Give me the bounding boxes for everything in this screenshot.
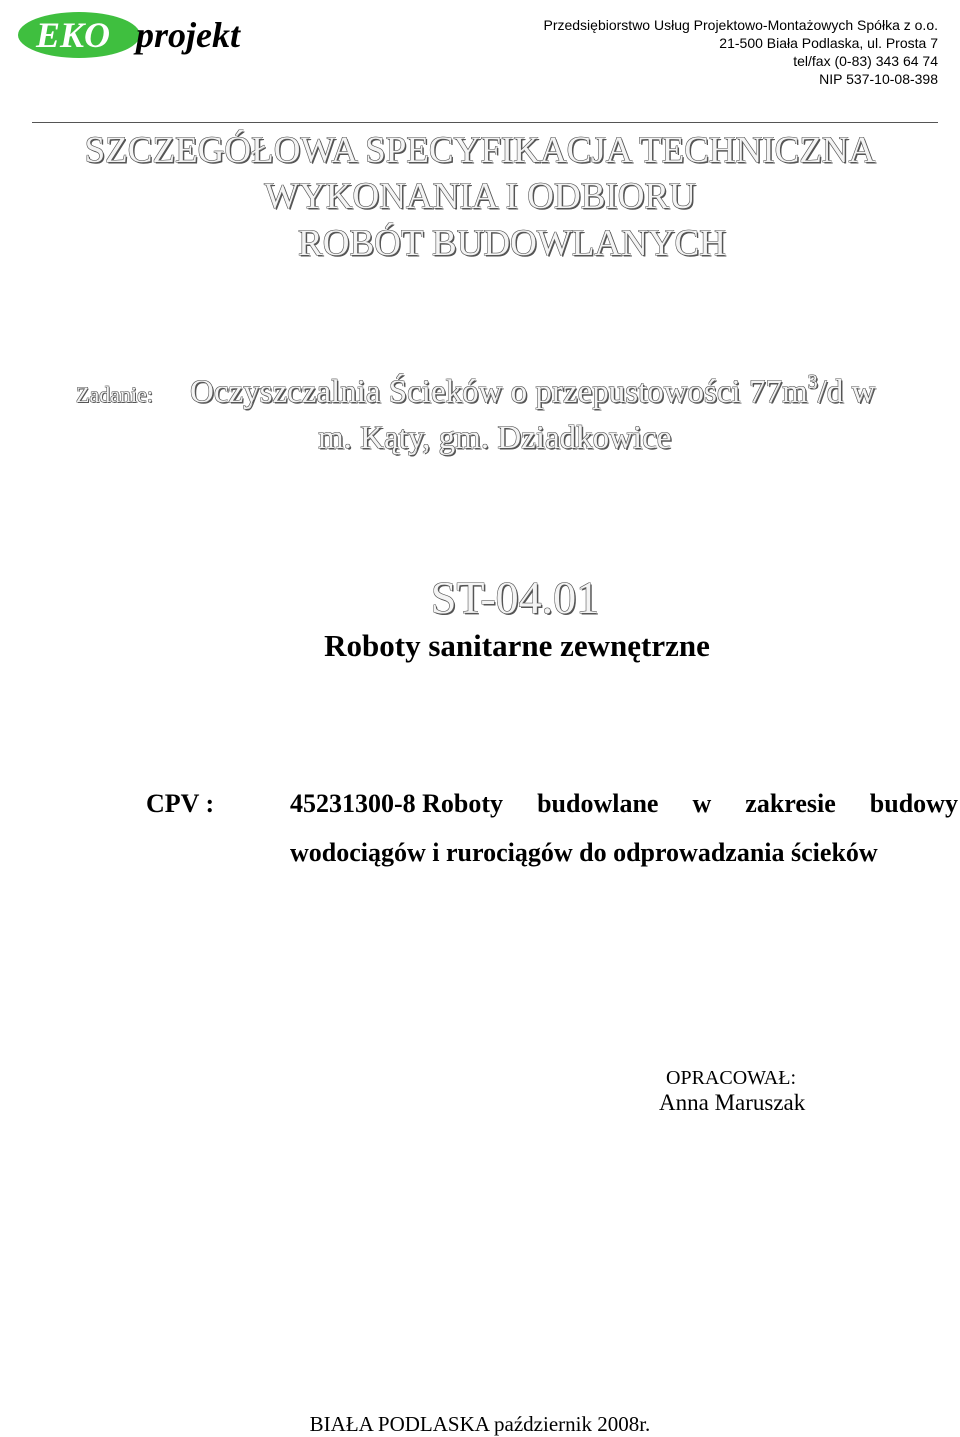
company-phone: tel/fax (0-83) 343 64 74 bbox=[793, 53, 938, 69]
task-label: Zadanie: bbox=[76, 382, 153, 407]
spec-name: Roboty sanitarne zewnętrzne bbox=[324, 628, 710, 663]
task-title-suffix: /d w bbox=[817, 374, 876, 410]
author-label: OPRACOWAŁ: bbox=[666, 1067, 797, 1089]
company-name: Przedsiębiorstwo Usług Projektowo-Montażowych Spółka z o.o. bbox=[543, 17, 938, 33]
logo-projekt-text: projekt bbox=[136, 15, 240, 55]
cpv-label: CPV : bbox=[146, 789, 215, 818]
task-title-superscript: 3 bbox=[807, 371, 818, 393]
company-logo bbox=[18, 10, 278, 60]
cpv-word: zakresie bbox=[745, 789, 836, 818]
header-divider bbox=[32, 122, 938, 123]
cpv-word: budowy bbox=[869, 789, 958, 818]
task-title-main: Oczyszczalnia Ścieków o przepustowości 77m bbox=[190, 374, 808, 410]
cpv-description-line-1 bbox=[290, 788, 958, 820]
logo-eko-text: EKO bbox=[36, 15, 111, 55]
task-title bbox=[190, 372, 875, 412]
spec-code: ST-04.01 bbox=[430, 572, 600, 623]
cpv-description-line-2: wodociągów i rurociągów do odprowadzania ścieków bbox=[290, 838, 878, 867]
document-title-line-3: ROBÓT BUDOWLANYCH bbox=[298, 223, 726, 264]
footer-place-date: BIAŁA PODLASKA październik 2008r. bbox=[309, 1412, 651, 1436]
company-address: 21-500 Biała Podlaska, ul. Prosta 7 bbox=[719, 35, 938, 51]
cpv-word: 45231300-8 Roboty bbox=[290, 789, 504, 818]
company-info bbox=[543, 16, 938, 88]
document-title-line-1: SZCZEGÓŁOWA SPECYFIKACJA TECHNICZNA bbox=[84, 130, 876, 171]
cpv-word: budowlane bbox=[537, 789, 659, 818]
author-name: Anna Maruszak bbox=[659, 1090, 806, 1115]
company-nip: NIP 537-10-08-398 bbox=[819, 71, 938, 87]
task-location: m. Kąty, gm. Dziadkowice bbox=[318, 420, 672, 456]
cpv-word: w bbox=[692, 789, 712, 818]
document-title-line-2: WYKONANIA I ODBIORU bbox=[264, 176, 696, 217]
